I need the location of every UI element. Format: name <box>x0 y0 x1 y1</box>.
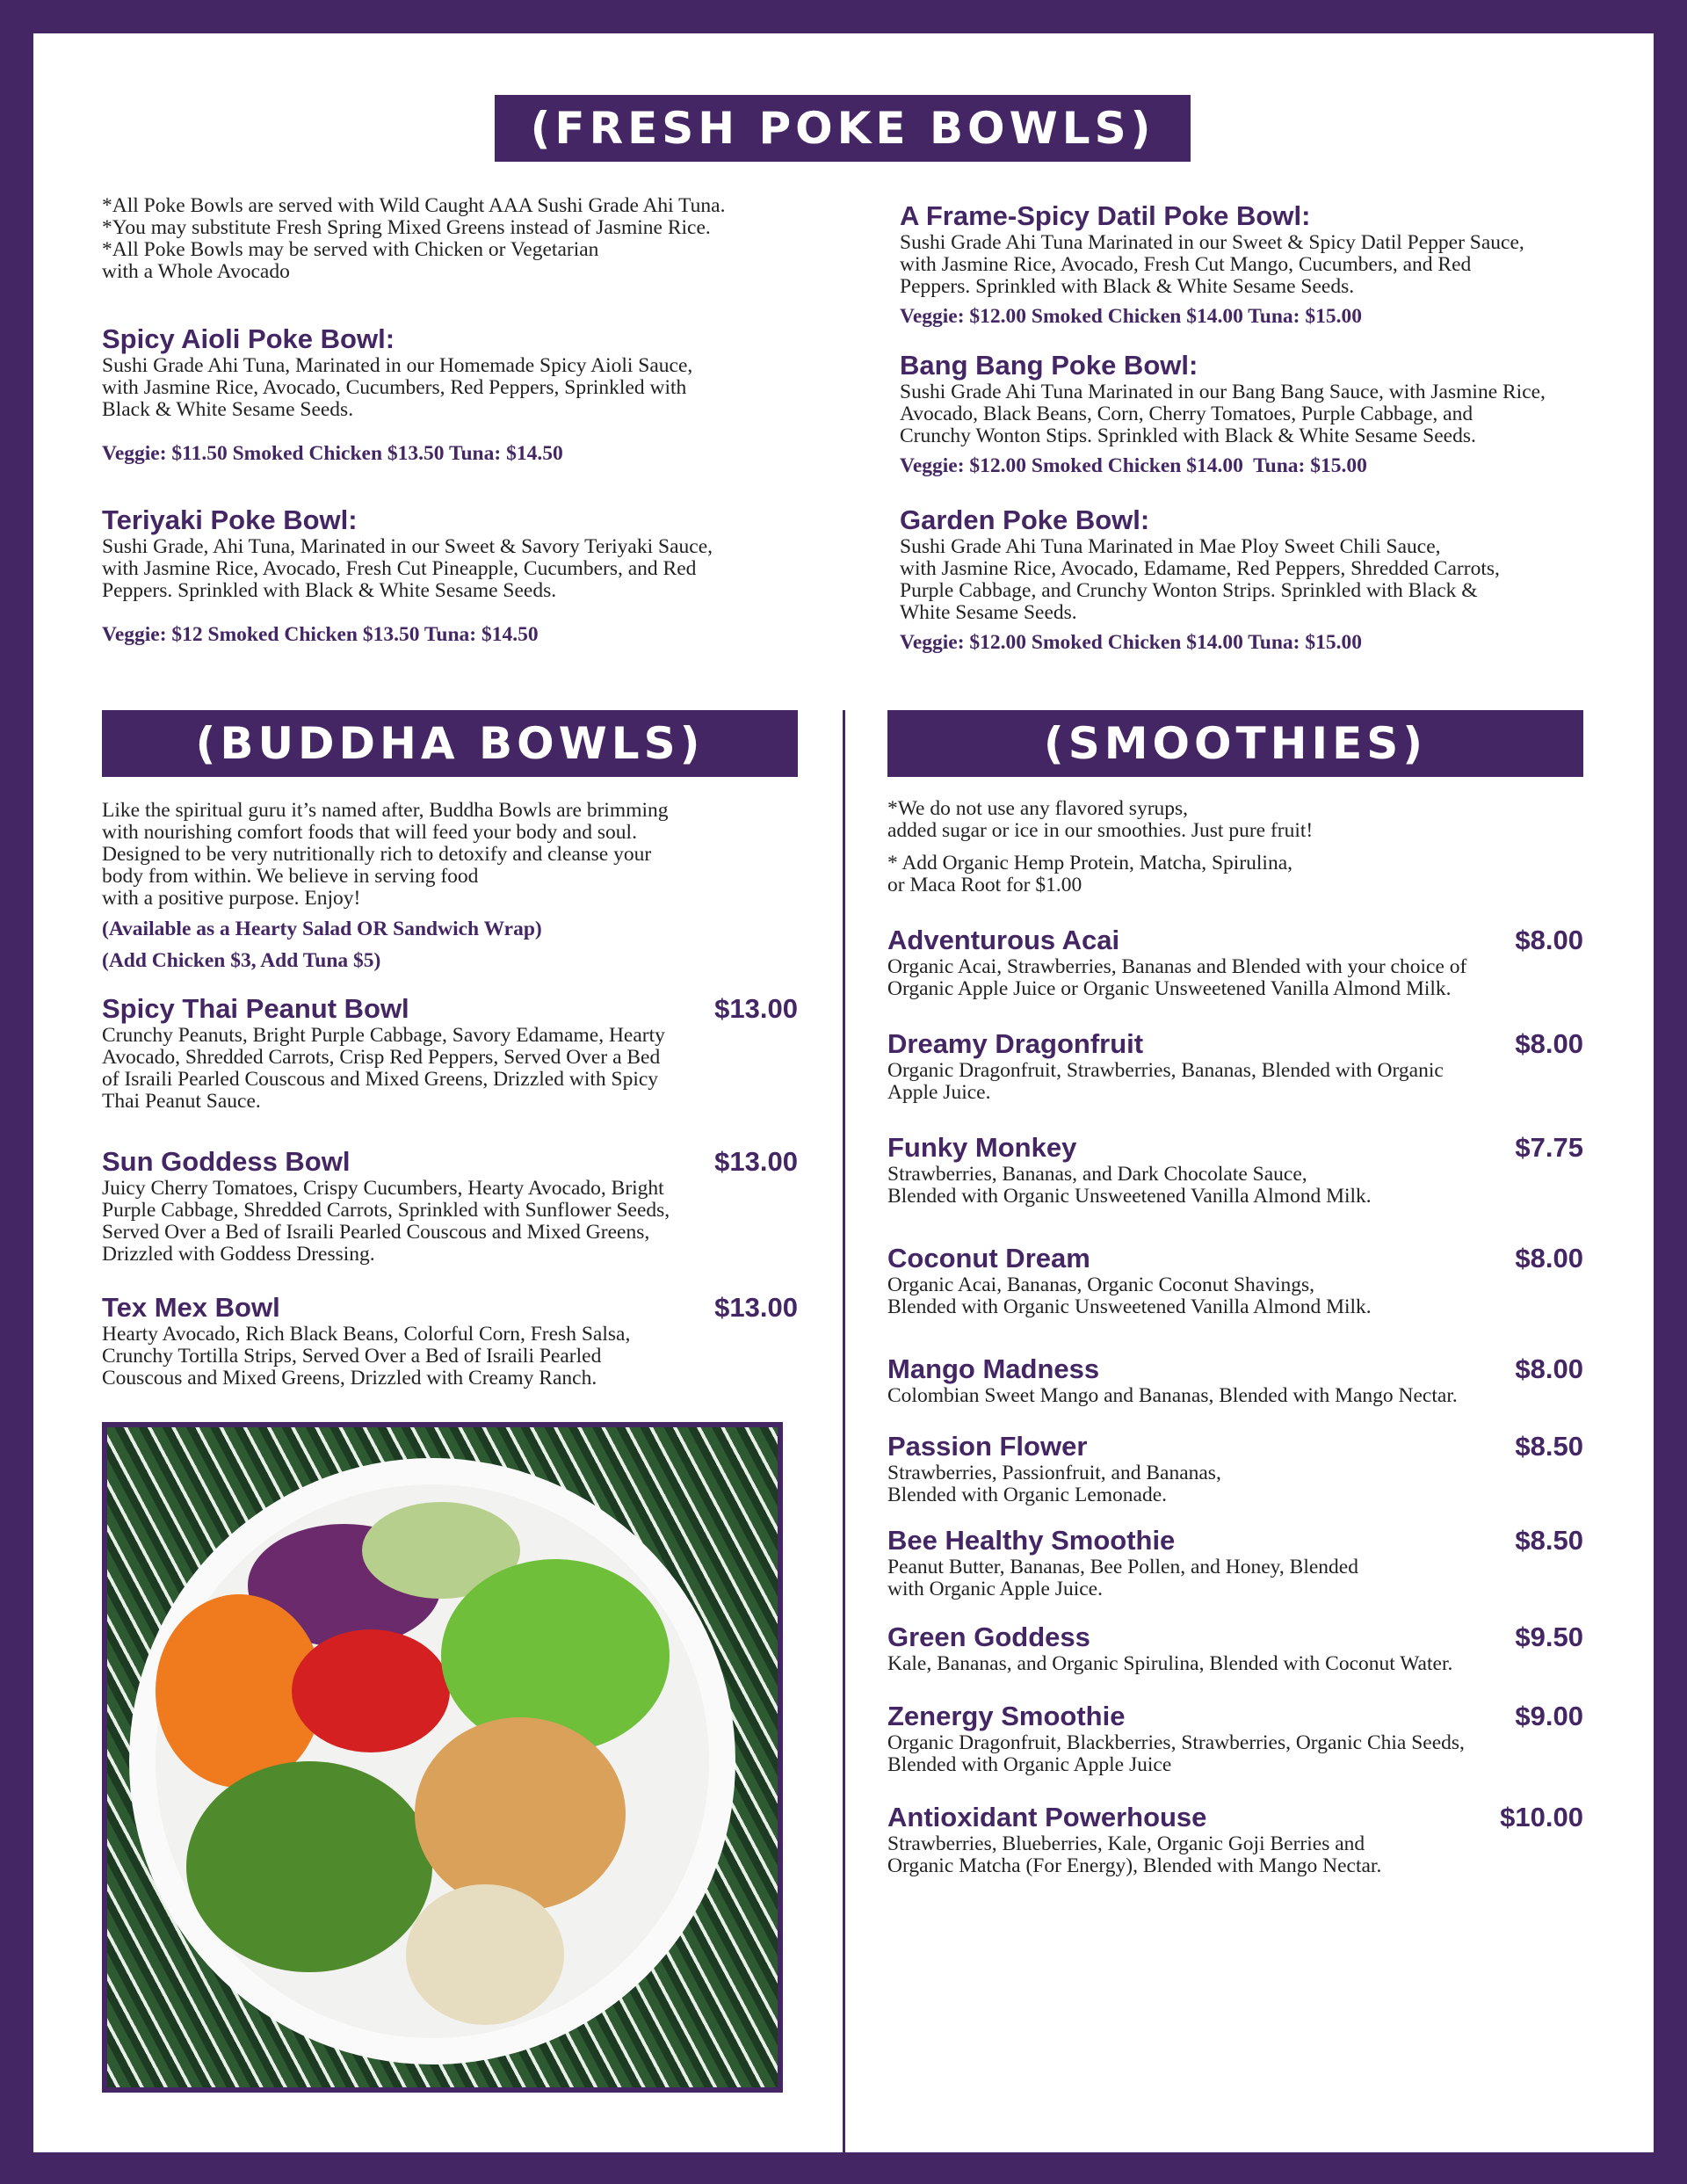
poke-section-title: (FRESH POKE BOWLS) <box>495 95 1191 162</box>
poke-item-name: Bang Bang Poke Bowl: <box>900 350 1198 381</box>
smoothies-item <box>887 1431 1583 1506</box>
buddha-item-price: $13.00 <box>714 993 798 1024</box>
buddha-item-price: $13.00 <box>714 1146 798 1177</box>
buddha-section-title: (BUDDHA BOWLS) <box>102 710 798 777</box>
buddha-bowl-photo <box>102 1422 783 2093</box>
poke-item-price: Veggie: $11.50 Smoked Chicken $13.50 Tuna: $14.50 <box>102 442 563 465</box>
poke-item-name: A Frame-Spicy Datil Poke Bowl: <box>900 200 1311 231</box>
poke-item-price: Veggie: $12.00 Smoked Chicken $14.00 Tuna: $15.00 <box>900 305 1362 328</box>
smoothies-note-addons: * Add Organic Hemp Protein, Matcha, Spirulina, or Maca Root for $1.00 <box>887 852 1293 896</box>
buddha-item-description: Juicy Cherry Tomatoes, Crispy Cucumbers, Hearty Avocado, Bright Purple Cabbage, Shredded Carrots, Sprinkled with Sunflower Seeds, Served Over a Bed of Israili Pearled Couscous and Mixed Greens, Drizzled with Goddess Dressing. <box>102 1177 670 1266</box>
smoothies-item-description: Strawberries, Passionfruit, and Bananas, Blended with Organic Lemonade. <box>887 1462 1221 1506</box>
buddha-item-header <box>102 1146 798 1178</box>
smoothies-item-price: $9.50 <box>1515 1622 1583 1652</box>
poke-item <box>900 350 1546 479</box>
smoothies-item-price: $8.00 <box>1515 1028 1583 1059</box>
smoothies-item-header <box>887 1028 1583 1060</box>
smoothies-item-description: Organic Dragonfruit, Blackberries, Strawberries, Organic Chia Seeds, Blended with Organic Apple Juice <box>887 1731 1465 1776</box>
buddha-item <box>102 1146 798 1266</box>
smoothies-item-name: Green Goddess <box>887 1622 1090 1652</box>
buddha-item-price: $13.00 <box>714 1292 798 1323</box>
smoothies-item-price: $9.00 <box>1515 1701 1583 1731</box>
smoothies-item-name: Zenergy Smoothie <box>887 1701 1126 1731</box>
smoothies-item-price: $8.50 <box>1515 1431 1583 1462</box>
smoothies-item-header <box>887 1243 1583 1274</box>
smoothies-item-price: $8.00 <box>1515 1353 1583 1384</box>
column-divider <box>843 710 845 2158</box>
smoothies-item <box>887 1132 1583 1208</box>
poke-item <box>102 504 713 648</box>
smoothies-item-name: Coconut Dream <box>887 1243 1090 1273</box>
smoothies-section-title: (SMOOTHIES) <box>887 710 1583 777</box>
poke-item-name: Teriyaki Poke Bowl: <box>102 504 358 535</box>
smoothies-item-name: Mango Madness <box>887 1353 1100 1384</box>
buddha-addons: (Add Chicken $3, Add Tuna $5) <box>102 949 381 972</box>
smoothies-item <box>887 1525 1583 1600</box>
buddha-item-description: Crunchy Peanuts, Bright Purple Cabbage, Savory Edamame, Hearty Avocado, Shredded Carrots, Crisp Red Peppers, Served Over a Bed of Israili Pearled Couscous and Mixed Greens, Drizzled with Spicy Thai Peanut Sauce. <box>102 1024 665 1113</box>
buddha-item <box>102 993 798 1113</box>
smoothies-item <box>887 1622 1583 1675</box>
smoothies-item-price: $8.00 <box>1515 1243 1583 1273</box>
smoothies-item-name: Bee Healthy Smoothie <box>887 1525 1176 1556</box>
smoothies-item <box>887 925 1583 1000</box>
buddha-item-name: Tex Mex Bowl <box>102 1292 280 1323</box>
smoothies-item-description: Organic Acai, Bananas, Organic Coconut Shavings, Blended with Organic Unsweetened Vanilla Almond Milk. <box>887 1273 1372 1318</box>
smoothies-item-description: Organic Dragonfruit, Strawberries, Bananas, Blended with Organic Apple Juice. <box>887 1059 1444 1104</box>
smoothies-item-price: $8.50 <box>1515 1525 1583 1556</box>
poke-item-description: Sushi Grade Ahi Tuna Marinated in Mae Ploy Sweet Chili Sauce, with Jasmine Rice, Avocado, Edamame, Red Peppers, Shredded Carrots, Purple Cabbage, and Crunchy Wonton Strips. Sprinkled with Black & White Sesame Seeds. <box>900 535 1500 624</box>
poke-item-description: Sushi Grade Ahi Tuna Marinated in our Bang Bang Sauce, with Jasmine Rice, Avocado, Black Beans, Corn, Cherry Tomatoes, Purple Cabbage, and Crunchy Wonton Stips. Sprinkled with Black & White Sesame Seeds. <box>900 381 1546 447</box>
smoothies-item-name: Antioxidant Powerhouse <box>887 1802 1207 1832</box>
buddha-item-description: Hearty Avocado, Rich Black Beans, Colorful Corn, Fresh Salsa, Crunchy Tortilla Strips, Served Over a Bed of Israili Pearled Couscous and Mixed Greens, Drizzled with Creamy Ranch. <box>102 1323 631 1389</box>
poke-notes: *All Poke Bowls are served with Wild Caught AAA Sushi Grade Ahi Tuna. *You may substitute Fresh Spring Mixed Greens instead of Jasmine Rice. *All Poke Bowls may be served with Chicken or Vegetarian with a Whole Avocado <box>102 194 726 283</box>
poke-item-description: Sushi Grade Ahi Tuna Marinated in our Sweet & Spicy Datil Pepper Sauce, with Jasmine Rice, Avocado, Fresh Cut Mango, Cucumbers, and Red Peppers. Sprinkled with Black & White Sesame Seeds. <box>900 231 1524 298</box>
poke-item-price: Veggie: $12 Smoked Chicken $13.50 Tuna: $14.50 <box>102 623 539 646</box>
smoothies-item-header <box>887 1802 1583 1833</box>
smoothies-item-header <box>887 1132 1583 1164</box>
menu-page <box>33 33 1654 2152</box>
smoothies-item-name: Passion Flower <box>887 1431 1088 1462</box>
smoothies-item <box>887 1243 1583 1318</box>
smoothies-item-name: Dreamy Dragonfruit <box>887 1028 1144 1059</box>
poke-item-name: Spicy Aioli Poke Bowl: <box>102 323 395 354</box>
buddha-availability: (Available as a Hearty Salad OR Sandwich Wrap) <box>102 918 542 940</box>
smoothies-item-description: Peanut Butter, Bananas, Bee Pollen, and Honey, Blended with Organic Apple Juice. <box>887 1556 1358 1600</box>
smoothies-item <box>887 1802 1583 1877</box>
smoothies-item-price: $8.00 <box>1515 925 1583 955</box>
poke-item <box>102 323 692 467</box>
buddha-item <box>102 1292 798 1389</box>
smoothies-item <box>887 1353 1583 1407</box>
smoothies-item-header <box>887 1701 1583 1732</box>
poke-item-description: Sushi Grade Ahi Tuna, Marinated in our Homemade Spicy Aioli Sauce, with Jasmine Rice, Avocado, Cucumbers, Red Peppers, Sprinkled with Black & White Sesame Seeds. <box>102 354 693 421</box>
smoothies-item <box>887 1701 1583 1776</box>
smoothies-item-description: Colombian Sweet Mango and Bananas, Blended with Mango Nectar. <box>887 1384 1458 1407</box>
buddha-item-header <box>102 1292 798 1324</box>
smoothies-item-price: $10.00 <box>1500 1802 1583 1832</box>
smoothies-item-description: Organic Acai, Strawberries, Bananas and Blended with your choice of Organic Apple Juice or Organic Unsweetened Vanilla Almond Milk. <box>887 955 1467 1000</box>
smoothies-item-description: Kale, Bananas, and Organic Spirulina, Blended with Coconut Water. <box>887 1652 1453 1675</box>
poke-item-description: Sushi Grade, Ahi Tuna, Marinated in our Sweet & Savory Teriyaki Sauce, with Jasmine Rice, Avocado, Fresh Cut Pineapple, Cucumbers, and Red Peppers. Sprinkled with Black & White Sesame Seeds. <box>102 535 713 602</box>
poke-item-price: Veggie: $12.00 Smoked Chicken $14.00 Tuna: $15.00 <box>900 631 1362 654</box>
poke-item-name: Garden Poke Bowl: <box>900 504 1150 535</box>
buddha-item-name: Sun Goddess Bowl <box>102 1146 351 1177</box>
smoothies-item-header <box>887 1622 1583 1653</box>
smoothies-item-name: Adventurous Acai <box>887 925 1120 955</box>
buddha-item-name: Spicy Thai Peanut Bowl <box>102 993 409 1024</box>
smoothies-note-syrups: *We do not use any flavored syrups, added sugar or ice in our smoothies. Just pure fruit! <box>887 797 1314 842</box>
poke-item <box>900 504 1500 656</box>
smoothies-item-header <box>887 1525 1583 1556</box>
smoothies-item-description: Strawberries, Bananas, and Dark Chocolate Sauce, Blended with Organic Unsweetened Vanilla Almond Milk. <box>887 1163 1372 1208</box>
buddha-intro: Like the spiritual guru it’s named after, Buddha Bowls are brimming with nourishing comfort foods that will feed your body and soul. Designed to be very nutritionally rich to detoxify and cleanse your body from within. We believe in serving food with a positive purpose. Enjoy! <box>102 799 669 910</box>
smoothies-item-header <box>887 1431 1583 1462</box>
smoothies-item-header <box>887 925 1583 956</box>
smoothies-item-description: Strawberries, Blueberries, Kale, Organic Goji Berries and Organic Matcha (For Energy), Blended with Mango Nectar. <box>887 1832 1382 1877</box>
poke-item-price: Veggie: $12.00 Smoked Chicken $14.00 Tuna: $15.00 <box>900 454 1367 477</box>
smoothies-item <box>887 1028 1583 1104</box>
smoothies-item-header <box>887 1353 1583 1385</box>
smoothies-item-price: $7.75 <box>1515 1132 1583 1163</box>
poke-item <box>900 200 1524 330</box>
buddha-item-header <box>102 993 798 1025</box>
smoothies-item-name: Funky Monkey <box>887 1132 1077 1163</box>
bowl-illustration <box>107 1427 778 2087</box>
